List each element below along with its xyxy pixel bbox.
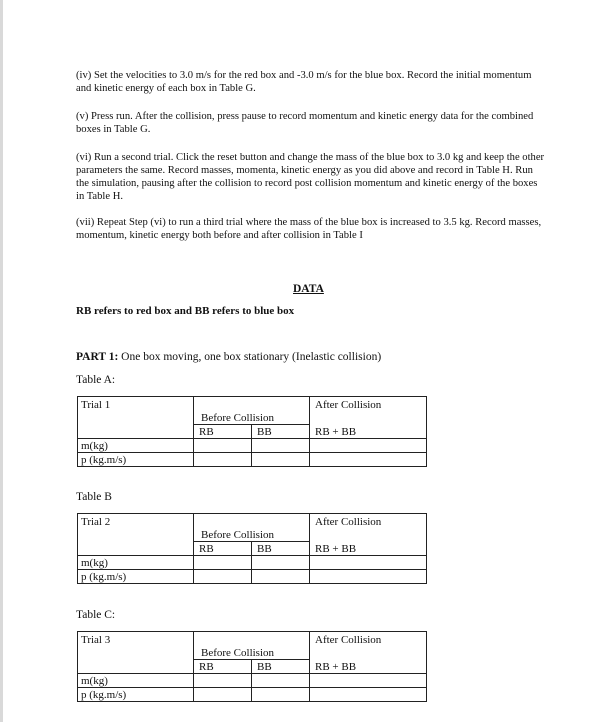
rb-header: RB [199,426,214,438]
bb-header: BB [257,661,272,673]
before-collision-header: Before Collision [201,529,275,541]
before-collision-header: Before Collision [201,647,275,659]
rb-header: RB [199,661,214,673]
table-c-label: Table C: [76,609,116,621]
instruction-step-iv: (iv) Set the velocities to 3.0 m/s for the red box and -3.0 m/s for the blue box. Record the initial momentum and kinetic energy of each box in Table G. [76,70,532,94]
table-a [77,396,427,467]
table-c [77,631,427,702]
table-a-label: Table A: [76,374,116,386]
bb-header: BB [257,426,272,438]
combined-header: RB + BB [315,426,357,438]
rb-header: RB [199,543,214,555]
data-heading: DATA [293,283,324,295]
part1-heading [76,351,381,363]
trial-label: Trial 1 [81,399,111,411]
trial-label: Trial 3 [81,634,111,646]
table-b-label: Table B [76,491,112,503]
part1-description: One box moving, one box stationary (Inelastic collision) [121,351,382,363]
instruction-step-vi: (vi) Run a second trial. Click the reset button and change the mass of the blue box to 3.0 kg and keep the other parameters the same. Record masses, momenta, kinetic energy as you did above and record in Table H. Run the simulation, pausing after the collision to record post collision momentum and kinetic energy of the boxes in Table H. [76,152,545,202]
row-label-momentum: p (kg.m/s) [81,689,127,701]
part1-label: PART 1: [76,351,119,363]
row-label-momentum: p (kg.m/s) [81,454,127,466]
instruction-step-vii: (vii) Repeat Step (vi) to run a third trial where the mass of the blue box is increased to 3.5 kg. Record masses, momentum, kinetic energy both before and after collision in Table I [76,217,542,241]
rb-bb-note: RB refers to red box and BB refers to blue box [76,305,295,317]
page-edge [0,0,3,722]
after-collision-header: After Collision [315,634,382,646]
table-b [77,513,427,584]
after-collision-header: After Collision [315,516,382,528]
before-collision-header: Before Collision [201,412,275,424]
combined-header: RB + BB [315,661,357,673]
bb-header: BB [257,543,272,555]
combined-header: RB + BB [315,543,357,555]
after-collision-header: After Collision [315,399,382,411]
row-label-mass: m(kg) [81,557,108,569]
instruction-step-v: (v) Press run. After the collision, press pause to record momentum and kinetic energy data for the combined boxes in Table G. [76,111,534,135]
row-label-momentum: p (kg.m/s) [81,571,127,583]
row-label-mass: m(kg) [81,675,108,687]
trial-label: Trial 2 [81,516,111,528]
row-label-mass: m(kg) [81,440,108,452]
